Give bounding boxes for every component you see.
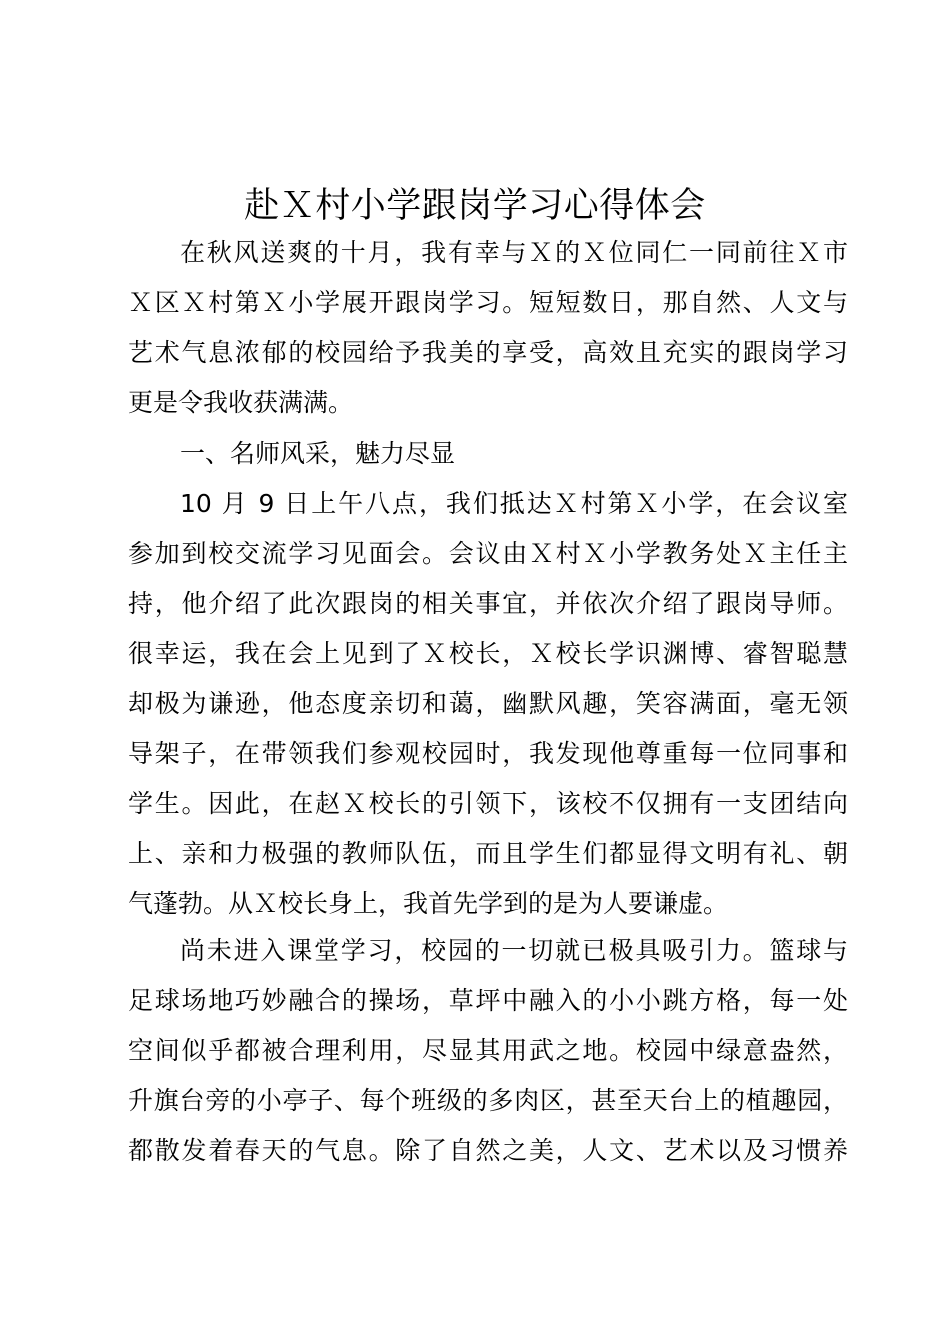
paragraph-line: 10 月 9 日上午八点，我们抵达Ｘ村第Ｘ小学，在会议室 (180, 489, 848, 518)
paragraph-line: 参加到校交流学习见面会。会议由Ｘ村Ｘ小学教务处Ｘ主任主 (128, 539, 848, 568)
paragraph-line: 很幸运，我在会上见到了Ｘ校长，Ｘ校长学识渊博、睿智聪慧 (128, 639, 848, 668)
paragraph-line: 上、亲和力极强的教师队伍，而且学生们都显得文明有礼、朝 (128, 839, 848, 868)
paragraph-line: 持，他介绍了此次跟岗的相关事宜，并依次介绍了跟岗导师。 (128, 589, 848, 618)
paragraph-line: 在秋风送爽的十月，我有幸与Ｘ的Ｘ位同仁一同前往Ｘ市 (180, 238, 848, 267)
paragraph-line: 都散发着春天的气息。除了自然之美，人文、艺术以及习惯养 (128, 1136, 848, 1165)
paragraph-line: 空间似乎都被合理利用，尽显其用武之地。校园中绿意盎然， (128, 1036, 848, 1065)
paragraph-line: 足球场地巧妙融合的操场，草坪中融入的小小跳方格，每一处 (128, 986, 848, 1015)
paragraph-line: 艺术气息浓郁的校园给予我美的享受，高效且充实的跟岗学习 (128, 338, 848, 367)
paragraph-line: Ｘ区Ｘ村第Ｘ小学展开跟岗学习。短短数日，那自然、人文与 (128, 288, 848, 317)
section-heading: 一、名师风采，魅力尽显 (180, 439, 456, 468)
paragraph-line: 升旗台旁的小亭子、每个班级的多肉区，甚至天台上的植趣园， (128, 1086, 848, 1115)
paragraph-line: 导架子，在带领我们参观校园时，我发现他尊重每一位同事和 (128, 739, 848, 768)
paragraph-line: 学生。因此，在赵Ｘ校长的引领下，该校不仅拥有一支团结向 (128, 789, 848, 818)
paragraph-line: 却极为谦逊，他态度亲切和蔼，幽默风趣，笑容满面，毫无领 (128, 689, 848, 718)
paragraph-line: 更是令我收获满满。 (128, 388, 354, 417)
paragraph-line: 尚未进入课堂学习，校园的一切就已极具吸引力。篮球与 (180, 936, 848, 965)
paragraph-line: 气蓬勃。从Ｘ校长身上，我首先学到的是为人要谦虚。 (128, 889, 729, 918)
document-title: 赴Ｘ村小学跟岗学习心得体会 (244, 186, 706, 226)
